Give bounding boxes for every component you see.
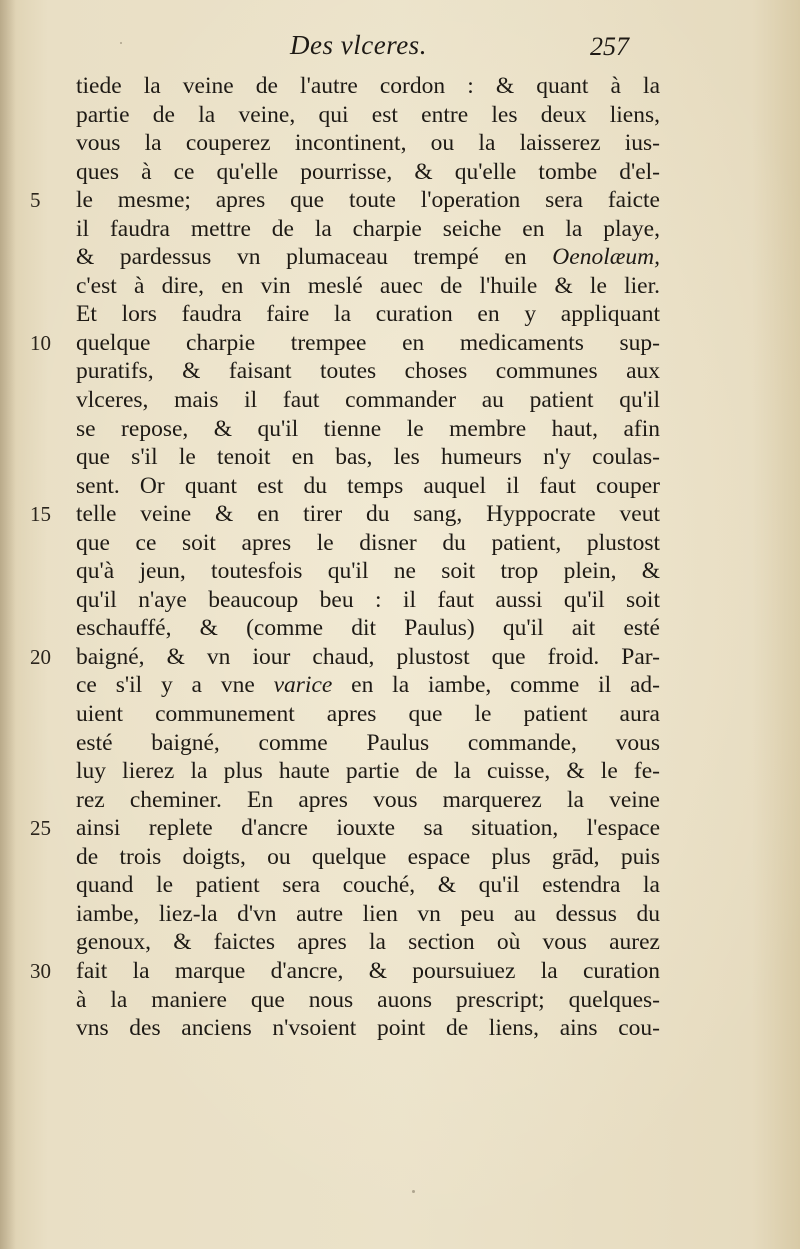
line-text: partie de la veine, qui est entre les deux liens, (76, 101, 660, 128)
line-number: 30 (30, 958, 51, 983)
line-text: baigné, & vn iour chaud, plustost que froid. Par- (76, 643, 660, 670)
line-text: esté baigné, comme Paulus commande, vous (76, 729, 660, 756)
text-line (60, 272, 660, 301)
text-line (60, 871, 660, 900)
line-text: il faudra mettre de la charpie seiche en la playe, (76, 215, 660, 242)
italic-term: Oenolæum, (552, 244, 660, 271)
text-line (60, 386, 660, 415)
line-text: rez cheminer. En apres vous marquerez la veine (76, 786, 660, 813)
text-line (60, 415, 660, 444)
text-line (60, 900, 660, 929)
page-header (0, 30, 800, 70)
text-line (60, 129, 660, 158)
line-text: ques à ce qu'elle pourrisse, & qu'elle tombe d'el- (76, 158, 660, 185)
text-line (60, 729, 660, 758)
ink-speck (412, 1190, 415, 1193)
line-number: 10 (30, 330, 51, 355)
text-line (60, 300, 660, 329)
line-text: eschauffé, & (comme dit Paulus) qu'il ait esté (76, 615, 660, 642)
line-text: de trois doigts, ou quelque espace plus grād, puis (76, 843, 660, 870)
line-text: qu'il n'aye beaucoup beu : il faut aussi qu'il soit (76, 586, 660, 613)
page-number: 257 (590, 32, 629, 61)
line-number: 5 (30, 188, 41, 213)
text-line (60, 671, 660, 700)
italic-term: varice (273, 672, 333, 699)
line-text: ainsi replete d'ancre iouxte sa situation, l'espace (76, 815, 660, 842)
text-line (60, 72, 660, 101)
text-line (60, 757, 660, 786)
line-number: 25 (30, 816, 51, 841)
line-text: ce s'il y a vne varice en la iambe, comme il ad- (76, 672, 660, 699)
line-text: tiede la veine de l'autre cordon : & quant à la (76, 73, 660, 99)
line-text: fait la marque d'ancre, & poursuiuez la curation (76, 957, 660, 984)
body-text (30, 72, 660, 1043)
text-line (60, 557, 660, 586)
text-line (60, 843, 660, 872)
line-text: & pardessus vn plumaceau trempé en Oenolæum, (76, 244, 660, 271)
line-text: iambe, liez-la d'vn autre lien vn peu au dessus du (76, 900, 660, 927)
text-line (60, 101, 660, 130)
text-line (60, 357, 660, 386)
gutter-shadow (0, 0, 16, 1249)
text-line (60, 928, 660, 957)
text-line (60, 614, 660, 643)
text-line (60, 443, 660, 472)
text-line (60, 986, 660, 1015)
text-line (60, 586, 660, 615)
line-text: vlceres, mais il faut commander au patient qu'il (76, 387, 660, 414)
text-line (60, 472, 660, 501)
text-line (60, 700, 660, 729)
line-text: qu'à jeun, toutesfois qu'il ne soit trop plein, & (76, 558, 660, 585)
text-line (60, 1014, 660, 1043)
text-line (30, 643, 660, 672)
text-line (30, 814, 660, 843)
text-line (60, 158, 660, 187)
line-text: quelque charpie trempee en medicaments sup- (76, 329, 660, 356)
line-number: 20 (30, 644, 51, 669)
line-text: vous la couperez incontinent, ou la laisserez ius- (76, 130, 660, 157)
line-text: à la maniere que nous auons prescript; quelques- (76, 986, 660, 1013)
line-text: luy lierez la plus haute partie de la cuisse, & le fe- (76, 758, 660, 785)
line-text: puratifs, & faisant toutes choses communes aux (76, 358, 660, 385)
ink-speck (120, 42, 122, 44)
line-text: uient communement apres que le patient aura (76, 701, 660, 728)
text-line (60, 243, 660, 272)
line-text: que ce soit apres le disner du patient, plustost (76, 529, 660, 556)
line-text: que s'il le tenoit en bas, les humeurs n'y coulas- (76, 444, 660, 471)
line-text: se repose, & qu'il tienne le membre haut, afin (76, 415, 660, 442)
line-text: quand le patient sera couché, & qu'il estendra la (76, 872, 660, 899)
text-line (60, 786, 660, 815)
text-line (30, 186, 660, 215)
running-title: Des vlceres. (290, 30, 427, 60)
line-text: Et lors faudra faire la curation en y appliquant (76, 301, 660, 328)
text-line (60, 215, 660, 244)
text-line (30, 329, 660, 358)
line-number: 15 (30, 502, 51, 527)
line-text: telle veine & en tirer du sang, Hyppocrate veut (76, 501, 660, 528)
text-line (30, 500, 660, 529)
text-line (60, 529, 660, 558)
line-text: genoux, & faictes apres la section où vous aurez (76, 929, 660, 956)
line-text: sent. Or quant est du temps auquel il faut couper (76, 472, 660, 499)
line-text: vns des anciens n'vsoient point de liens, ains cou- (76, 1015, 660, 1042)
line-text: le mesme; apres que toute l'operation sera faicte (76, 187, 660, 214)
line-text: c'est à dire, en vin meslé auec de l'huile & le lier. (76, 272, 660, 299)
text-line (30, 957, 660, 986)
